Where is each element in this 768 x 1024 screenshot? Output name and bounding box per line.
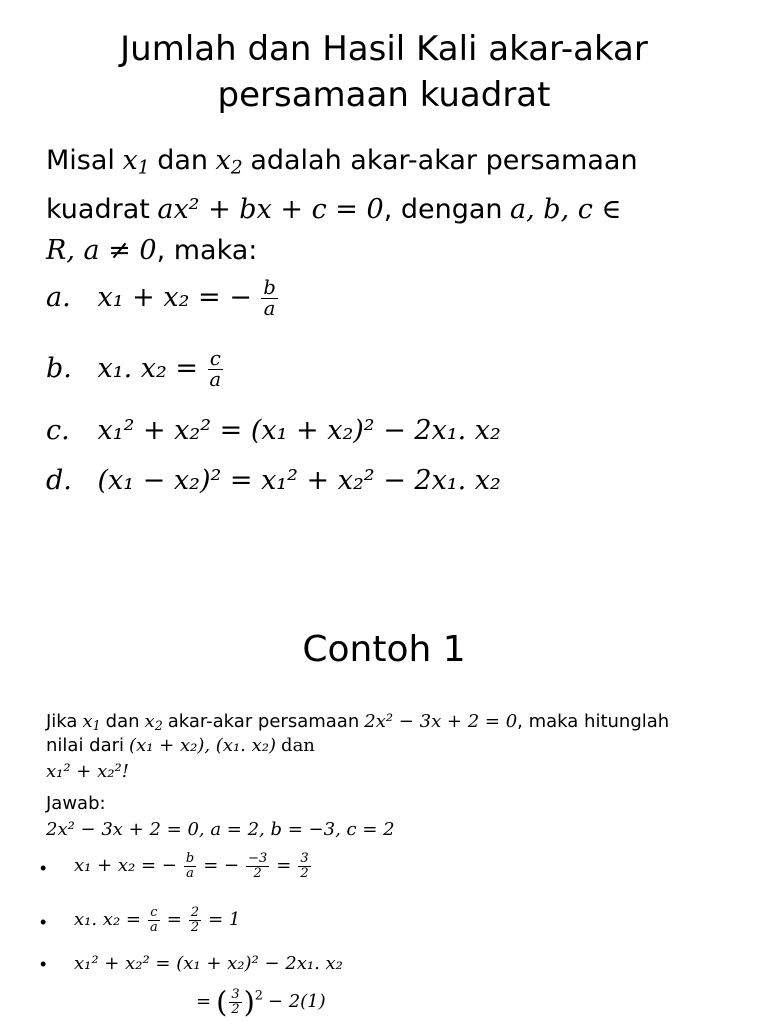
question-last: x₁² + x₂²! bbox=[46, 761, 129, 782]
intro-dengan: , dengan bbox=[383, 193, 503, 225]
x1-var: $x_1$ bbox=[122, 145, 150, 179]
formula-a-label: a. bbox=[46, 282, 71, 313]
formula-a-lhs: x₁ + x₂ = − bbox=[97, 282, 252, 313]
question-line-2 bbox=[46, 734, 315, 757]
step-3-line-2: = ( $\frac{3}{2}$ )$^2$ − 2(1) bbox=[196, 985, 326, 1020]
fraction-denominator: a bbox=[263, 297, 276, 321]
x2-var: $x_2$ bbox=[215, 145, 243, 179]
intro-paragraph bbox=[46, 140, 746, 271]
intro-misal: Misal bbox=[46, 145, 115, 176]
intro-kuadrat: kuadrat bbox=[46, 193, 150, 225]
formula-b-label: b. bbox=[46, 353, 72, 384]
question-dan-2: dan bbox=[281, 735, 315, 756]
bullet-1: • bbox=[40, 858, 47, 878]
title-line-1: Jumlah dan Hasil Kali akar-akar bbox=[120, 29, 648, 69]
step-1: x₁ + x₂ = − $\frac{b}{a}$ = − $\frac{-3}{2}$ = $\frac{3}{2}$ bbox=[74, 851, 309, 881]
formula-d-label: d. bbox=[46, 465, 72, 496]
fraction-denominator: a bbox=[209, 368, 222, 392]
title-line-2: persamaan kuadrat bbox=[217, 75, 551, 115]
question-pairs: (x₁ + x₂), (x₁. x₂) bbox=[129, 735, 277, 756]
question-line-1: Jika $x_1$ dan $x_2$ akar-akar persamaan 2x² − 3x + 2 = 0, maka hitunglah bbox=[46, 711, 670, 734]
intro-equation: ax² + bx + c = 0 bbox=[157, 193, 384, 225]
formula-b-fraction bbox=[208, 346, 224, 392]
question-maka: , maka hitunglah bbox=[517, 711, 670, 732]
question-akar: akar-akar persamaan bbox=[167, 711, 360, 732]
formula-b bbox=[46, 348, 225, 391]
step-2: x₁. x₂ = $\frac{c}{a}$ = $\frac{2}{2}$ = 1 bbox=[74, 905, 241, 935]
slide-2 bbox=[0, 512, 768, 1024]
formula-c-text: x₁² + x₂² = (x₁ + x₂)² − 2x₁. x₂ bbox=[97, 415, 501, 446]
formula-c-label: c. bbox=[46, 415, 70, 446]
question-line-3 bbox=[46, 760, 129, 783]
intro-set: a, b, c ∈ bbox=[510, 193, 622, 225]
formula-d bbox=[46, 460, 501, 501]
formula-d-text: (x₁ − x₂)² = x₁² + x₂² − 2x₁. x₂ bbox=[97, 465, 501, 496]
bullet-2: • bbox=[40, 912, 47, 932]
question-dan: dan bbox=[105, 711, 140, 732]
question-nilai: nilai dari bbox=[46, 735, 125, 756]
fraction-numerator: c bbox=[209, 346, 221, 370]
fraction-numerator: b bbox=[263, 275, 276, 299]
intro-maka: , maka: bbox=[156, 234, 258, 266]
formula-a bbox=[46, 277, 280, 320]
intro-condition: R, a ≠ 0 bbox=[46, 234, 157, 266]
bullet-3: • bbox=[40, 954, 47, 974]
formula-a-fraction bbox=[261, 275, 277, 321]
formula-c bbox=[46, 410, 501, 451]
step-3: x₁² + x₂² = (x₁ + x₂)² − 2x₁. x₂ bbox=[74, 953, 343, 974]
formula-b-lhs: x₁. x₂ = bbox=[97, 353, 198, 384]
slide-1-title bbox=[0, 26, 768, 118]
intro-adalah: adalah akar-akar persamaan bbox=[250, 145, 638, 176]
question-equation: 2x² − 3x + 2 = 0 bbox=[364, 711, 518, 732]
question-jika: Jika bbox=[46, 711, 78, 732]
given-values: 2x² − 3x + 2 = 0, a = 2, b = −3, c = 2 bbox=[46, 819, 395, 840]
jawab-label: Jawab: bbox=[46, 793, 106, 814]
slide-2-title: Contoh 1 bbox=[302, 629, 466, 670]
intro-dan: dan bbox=[157, 145, 209, 176]
